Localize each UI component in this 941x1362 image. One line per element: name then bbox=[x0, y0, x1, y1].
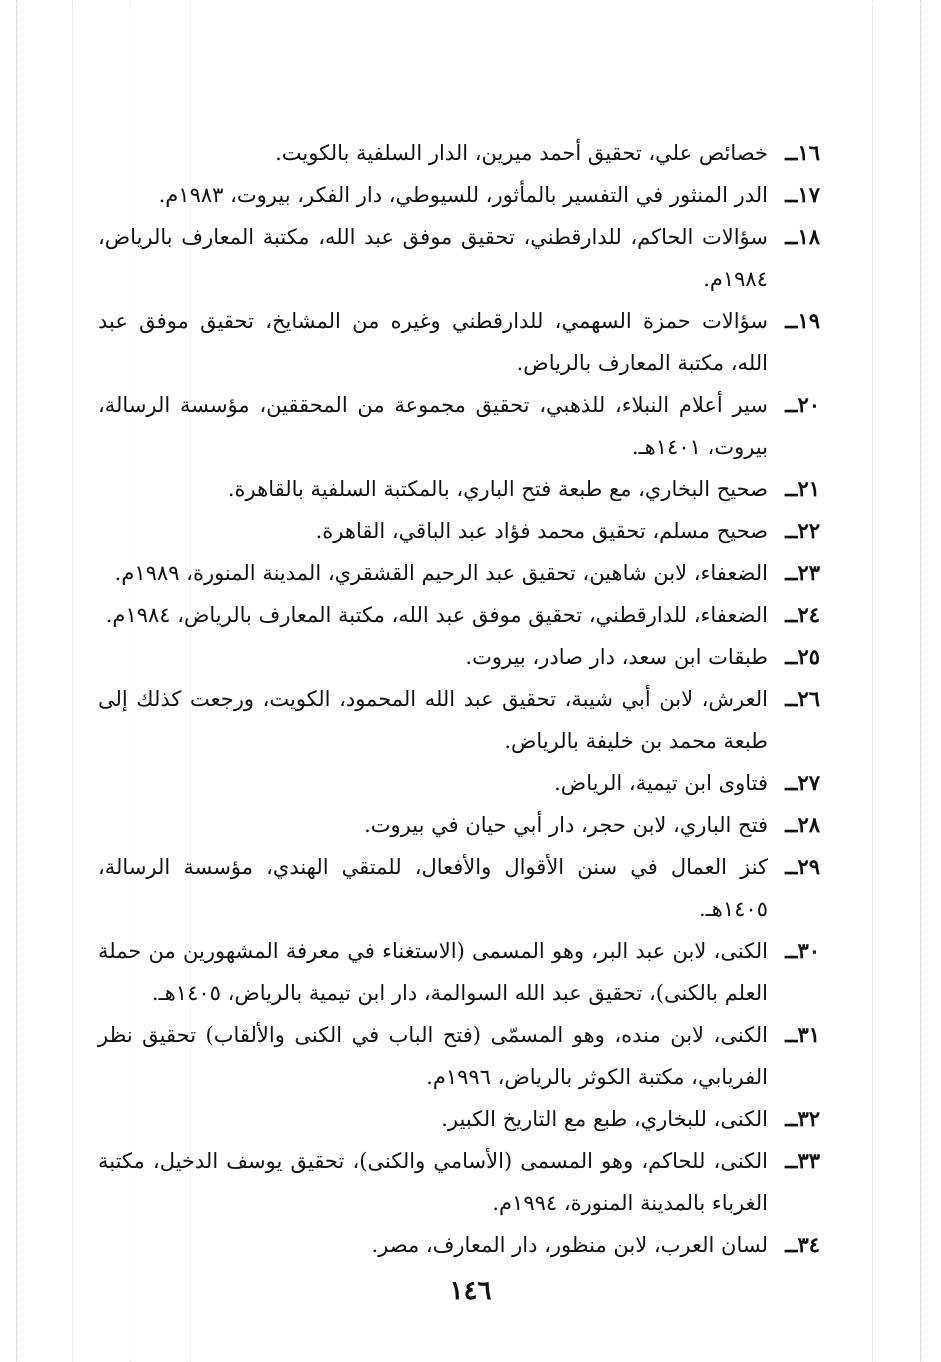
reference-number: ١٦ــ bbox=[785, 140, 820, 165]
reference-entry bbox=[98, 384, 820, 468]
reference-number: ٢٧ــ bbox=[785, 770, 820, 795]
reference-entry bbox=[98, 1014, 820, 1098]
scan-edge-line bbox=[72, 0, 73, 1362]
reference-entry bbox=[98, 1098, 820, 1140]
reference-number: ٣٠ــ bbox=[785, 938, 820, 963]
reference-entry bbox=[98, 174, 820, 216]
reference-text: فتح الباري، لابن حجر، دار أبي حيان في بيروت. bbox=[364, 813, 768, 837]
reference-text: الكنى، للحاكم، وهو المسمى (الأسامي والكنى)، تحقيق يوسف الدخيل، مكتبة الغرباء بالمدينة المنورة، ١٩٩٤م. bbox=[98, 1149, 768, 1215]
reference-number: ٢٢ــ bbox=[785, 518, 820, 543]
reference-entry bbox=[98, 1140, 820, 1224]
reference-text: سؤالات الحاكم، للدارقطني، تحقيق موفق عبد الله، مكتبة المعارف بالرياض، ١٩٨٤م. bbox=[98, 225, 768, 291]
scan-edge-line bbox=[920, 0, 921, 1362]
reference-number: ٣٢ــ bbox=[785, 1106, 820, 1131]
reference-number: ٣١ــ bbox=[785, 1022, 820, 1047]
reference-text: الضعفاء، لابن شاهين، تحقيق عبد الرحيم القشقري، المدينة المنورة، ١٩٨٩م. bbox=[114, 561, 768, 585]
reference-entry bbox=[98, 846, 820, 930]
reference-number: ٣٣ــ bbox=[785, 1148, 820, 1173]
reference-entry bbox=[98, 762, 820, 804]
reference-number: ٢٥ــ bbox=[785, 644, 820, 669]
reference-entry bbox=[98, 552, 820, 594]
reference-entry bbox=[98, 678, 820, 762]
reference-entry bbox=[98, 216, 820, 300]
reference-text: كنز العمال في سنن الأقوال والأفعال، للمتقي الهندي، مؤسسة الرسالة، ١٤٠٥هـ. bbox=[98, 855, 768, 921]
page-number: ١٤٦ bbox=[449, 1276, 492, 1306]
reference-entry bbox=[98, 1224, 820, 1266]
reference-text: لسان العرب، لابن منظور، دار المعارف، مصر. bbox=[371, 1233, 768, 1257]
reference-number: ٢٩ــ bbox=[785, 854, 820, 879]
reference-entry bbox=[98, 468, 820, 510]
reference-text: سير أعلام النبلاء، للذهبي، تحقيق مجموعة من المحققين، مؤسسة الرسالة، بيروت، ١٤٠١هـ. bbox=[98, 393, 768, 459]
reference-entry bbox=[98, 594, 820, 636]
reference-text: الكنى، لابن عبد البر، وهو المسمى (الاستغناء في معرفة المشهورين من حملة العلم بالكنى)، تحقيق عبد الله السوالمة، دار ابن تيمية بالرياض، ١٤٠٥هـ. bbox=[98, 939, 768, 1005]
reference-text: الكنى، لابن منده، وهو المسمّى (فتح الباب في الكنى والألقاب) تحقيق نظر الفريابي، مكتبة الكوثر بالرياض، ١٩٩٦م. bbox=[98, 1023, 768, 1089]
reference-entry bbox=[98, 510, 820, 552]
reference-text: الكنى، للبخاري، طبع مع التاريخ الكبير. bbox=[441, 1107, 768, 1131]
reference-text: العرش، لابن أبي شيبة، تحقيق عبد الله المحمود، الكويت، ورجعت كذلك إلى طبعة محمد بن خليفة بالرياض. bbox=[98, 687, 768, 753]
reference-number: ١٧ــ bbox=[785, 182, 820, 207]
reference-number: ٢٣ــ bbox=[785, 560, 820, 585]
reference-text: فتاوى ابن تيمية، الرياض. bbox=[554, 771, 768, 795]
reference-text: الضعفاء، للدارقطني، تحقيق موفق عبد الله، مكتبة المعارف بالرياض، ١٩٨٤م. bbox=[105, 603, 768, 627]
reference-text: سؤالات حمزة السهمي، للدارقطني وغيره من المشايخ، تحقيق موفق عبد الله، مكتبة المعارف بالرياض. bbox=[98, 309, 768, 375]
reference-number: ٢١ــ bbox=[785, 476, 820, 501]
reference-entry bbox=[98, 636, 820, 678]
reference-entry bbox=[98, 930, 820, 1014]
reference-text: طبقات ابن سعد، دار صادر، بيروت. bbox=[465, 645, 768, 669]
reference-entry bbox=[98, 300, 820, 384]
reference-number: ١٩ــ bbox=[785, 308, 820, 333]
reference-number: ٣٤ــ bbox=[785, 1232, 820, 1257]
reference-number: ٢٨ــ bbox=[785, 812, 820, 837]
reference-text: خصائص علي، تحقيق أحمد ميرين، الدار السلفية بالكويت. bbox=[275, 141, 768, 165]
reference-number: ١٨ــ bbox=[785, 224, 820, 249]
scan-edge-line bbox=[872, 0, 873, 1362]
reference-text: صحيح مسلم، تحقيق محمد فؤاد عبد الباقي، القاهرة. bbox=[315, 519, 768, 543]
reference-text: الدر المنثور في التفسير بالمأثور، للسيوطي، دار الفكر، بيروت، ١٩٨٣م. bbox=[158, 183, 768, 207]
reference-text: صحيح البخاري، مع طبعة فتح الباري، بالمكتبة السلفية بالقاهرة. bbox=[227, 477, 768, 501]
reference-number: ٢٠ــ bbox=[785, 392, 820, 417]
reference-number: ٢٦ــ bbox=[785, 686, 820, 711]
reference-number: ٢٤ــ bbox=[785, 602, 820, 627]
reference-entry bbox=[98, 132, 820, 174]
scan-edge-line bbox=[16, 0, 17, 1362]
reference-entry bbox=[98, 804, 820, 846]
references-list bbox=[98, 132, 820, 1266]
